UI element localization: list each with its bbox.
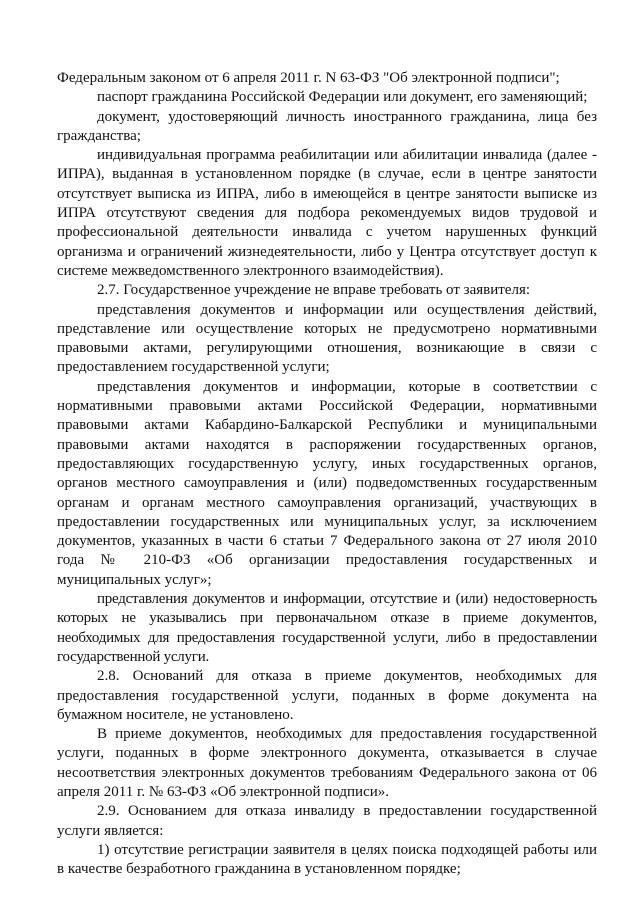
paragraph-not-provided-actions: представления документов и информации или осуществления действий, представление или осуществление которых не предусмотрено нормативными правовыми актами, регулирующими отношения, возникающие в связи с предоставлением государственной услуги; — [57, 301, 597, 376]
paragraph-ipra: индивидуальная программа реабилитации или абилитации инвалида (далее - ИПРА), выданная в установленном порядке (в случае, если в центре занятости отсутствует выписка из ИПРА, либо в имеющейся в центре занятости выписке из ИПРА отсутствуют сведения для подбора рекомендуемых видов трудовой и профессиональной деятельности инвалида с учетом нарушенных функций организма и ограничений жизнедеятельности, либо у Центра отсутствует доступ к системе межведомственного электронного взаимодействия). — [57, 147, 597, 279]
document-page — [57, 69, 597, 879]
paragraph-foreign-id: документ, удостоверяющий личность иностранного гражданина, лица без гражданства; — [57, 108, 597, 144]
paragraph-documents-in-possession: представления документов и информации, которые в соответствии с нормативными правовыми актами Российской Федерации, нормативными правовыми актами Кабардино-Балкарской Республики и муниципальными правовыми актами находятся в распоряжении государственных органов, предоставляющих государственную услугу, иных государственных органов, органов местного самоуправления и (или) подведомственных государственным органам и органам местного самоуправления организаций, участвующих в предоставлении государственных или муниципальных услуг, за исключением документов, указанных в части 6 статьи 7 Федерального закона от 27 июля 2010 года № 210-ФЗ «Об организации предоставления государственных и муниципальных услуг»; — [57, 378, 597, 588]
paragraph-section-2-9: 2.9. Основанием для отказа инвалиду в предоставлении государственной услуги является: — [57, 803, 597, 839]
paragraph-passport: паспорт гражданина Российской Федерации или документ, его заменяющий; — [97, 89, 588, 106]
paragraph-section-2-7: 2.7. Государственное учреждение не вправе требовать от заявителя: — [97, 282, 531, 299]
paragraph-section-2-8: 2.8. Оснований для отказа в приеме документов, необходимых для предоставления государственной услуги, поданных в форме документа на бумажном носителе, не установлено. — [57, 668, 597, 723]
paragraph-refusal-reason-1: 1) отсутствие регистрации заявителя в целях поиска подходящей работы или в качестве безработного гражданина в установленном порядке; — [57, 841, 597, 878]
paragraph-electronic-refusal: В приеме документов, необходимых для предоставления государственной услуги, поданных в форме электронного документа, отказывается в случае несоответствия электронных документов требованиям Федерального закона от 06 апреля 2011 г. № 63-ФЗ «Об электронной подписи». — [57, 726, 597, 800]
paragraph-unreported-documents: представления документов и информации, отсутствие и (или) недостоверность которых не указывались при первоначальном отказе в приеме документов, необходимых для предоставления государственной услуги, либо в предоставлении государственной услуги. — [57, 591, 597, 665]
paragraph-law-reference: Федеральным законом от 6 апреля 2011 г. N 63-ФЗ "Об электронной подписи"; — [57, 70, 560, 86]
